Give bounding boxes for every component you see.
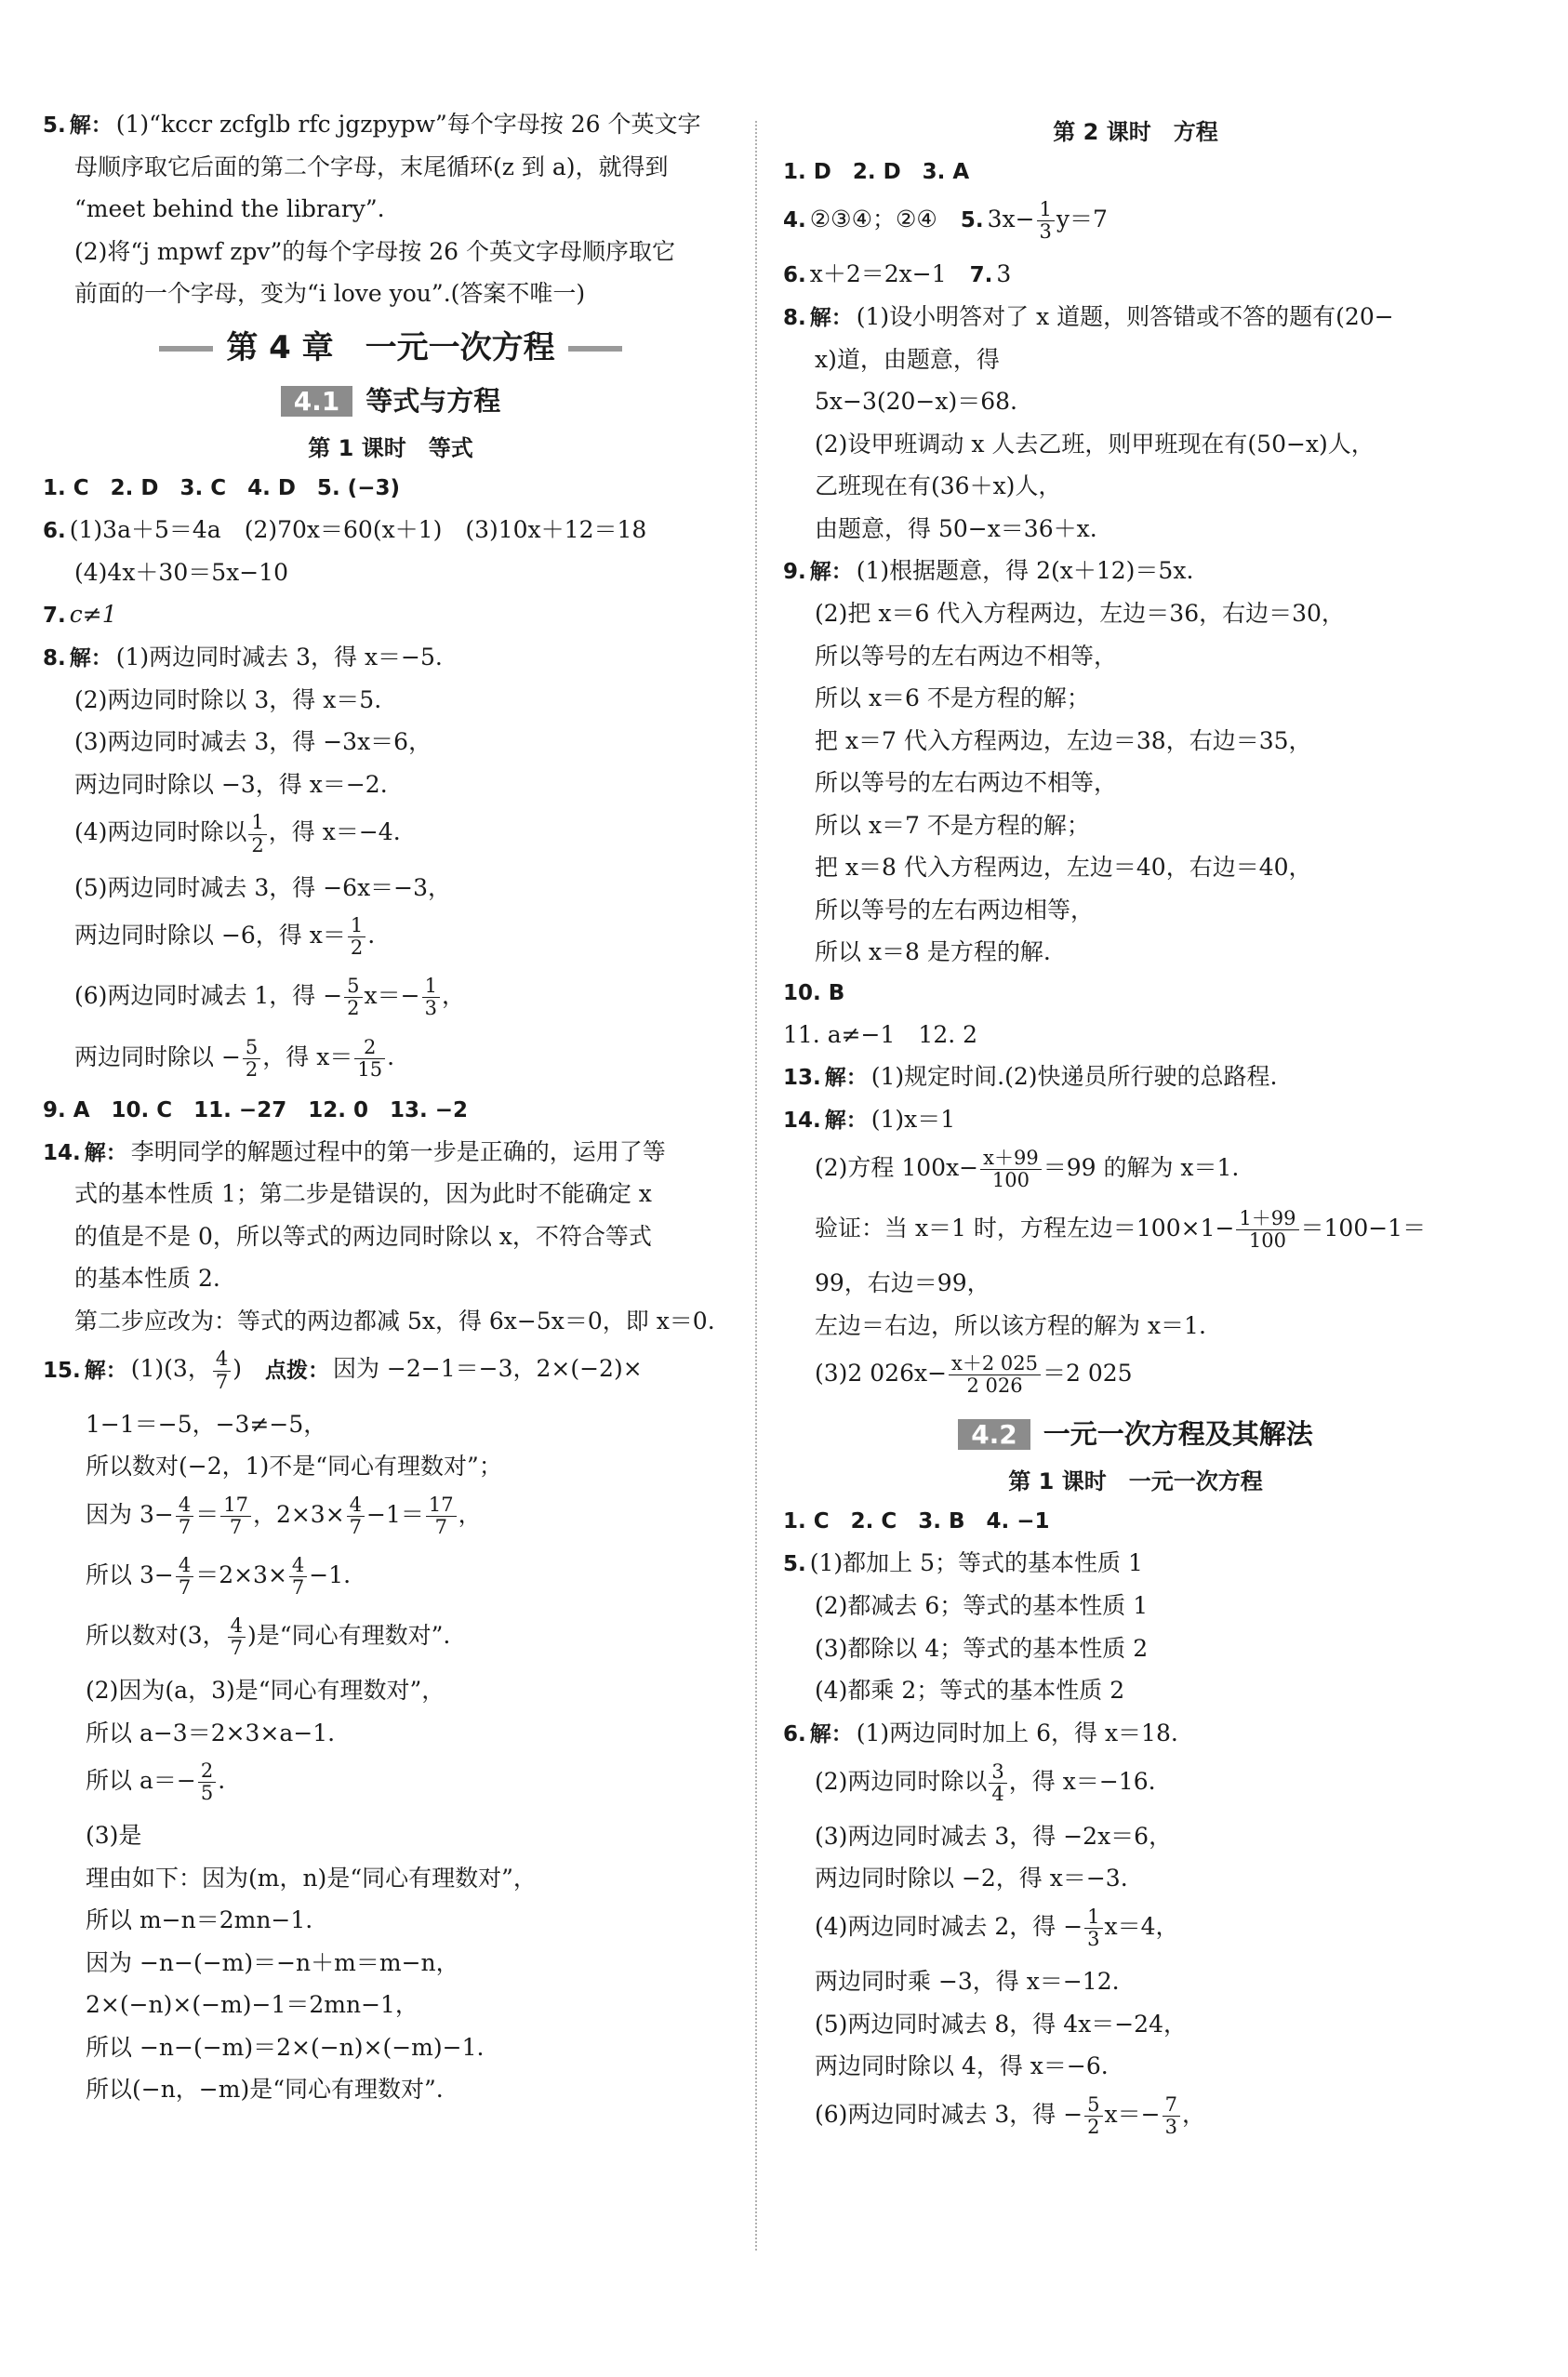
section-4-1-heading: 4.1 等式与方程	[43, 380, 738, 418]
question-5: 5. 解： (1)“kccr zcfglb rfc jgzpypw”每个字母按 26 个英文字 母顺序取它后面的第二个字母，末尾循环(z 到 a)，就得到 “meet behind the library”. (2)将“j mpwf zpv”的每个字母按 26 个英文字母顺序取它 前面的一个字母，变为“i love you”.(答案不唯一)	[43, 111, 701, 308]
question-14: 14. 解： (1)x＝1 (2)方程 100x− $\frac{x+99}{100}$ ＝99 的解为 x＝1. 验证：当 x＝1 时，方程左边＝100×1− $\frac{1+99}{100}$ ＝100−1＝ 99，右边＝99， 左边＝右边，所以该方程的解为 x＝1. (3)2 026x− $\frac{x+2 025}{2 026}$ ＝2 025	[783, 1106, 1427, 1398]
answer-10: 10. B	[783, 980, 845, 1005]
question-5b: 5. (1)都加上 5；等式的基本性质 1 (2)都减去 6；等式的基本性质 1 (3)都除以 4；等式的基本性质 2 (4)都乘 2；等式的基本性质 2	[783, 1549, 1149, 1705]
answers-1-3: 1. D 2. D 3. A	[783, 160, 970, 184]
answers-9-13: 9. A 10. C 11. −27 12. 0 13. −2	[43, 1097, 468, 1122]
question-6: 6. (1)3a＋5＝4a (2)70x＝60(x＋1) (3)10x＋12＝18 (4)4x＋30＝5x−10	[43, 515, 647, 586]
question-7: 7. c≠1	[43, 601, 117, 629]
lesson-heading: 第 1 课时 一元一次方程	[1008, 1468, 1263, 1495]
question-4-5: 4. ②③④；②④ 5. 3x− $\frac{1}{3}$ y＝7	[783, 197, 1108, 243]
section-4-2-heading: 4.2 一元一次方程及其解法	[783, 1414, 1488, 1452]
question-6-7: 6. x＋2＝2x−1 7. 3	[783, 260, 1012, 288]
left-column	[43, 110, 738, 2118]
question-15: 15. 解： (1)(3， $\frac{4}{7}$ ) 点拨： 因为 −2−1＝−3，2×(−2)× 1−1＝−5，−3≠−5， 所以数对(−2，1)不是“同心有理数对”； 因为 3− $\frac{4}{7}$ ＝ $\frac{17}{7}$ ，2×3× $\frac{4}{7}$ −1＝ $\frac{17}{7}$ ， 所以 3− $\frac{4}{7}$ ＝2×3× $\frac{4}{7}$ −1. 所以数对(3， $\frac{4}{7}$ )是“同心有理数对”. (2)因为(a，3)是“同心有理数对”， 所以 a−3＝2×3×a−1. 所以 a＝− $\frac{2}{5}$ . (3)是 理由如下：因为(m，n)是“同心有理数对”， 所以 m−n＝2mn−1. 因为 −n−(−m)＝−n＋m＝m−n， 2×(−n)×(−m)−1＝2mn−1， 所以 −n−(−m)＝2×(−n)×(−m)−1. 所以(−n，−m)是“同心有理数对”.	[43, 1348, 643, 2104]
lesson-heading: 第 2 课时 方程	[1053, 119, 1218, 145]
question-8: 8. 解： (1)设小明答对了 x 道题，则答错或不答的题有(20− x)道，由题意，得 5x−3(20−x)＝68. (2)设甲班调动 x 人去乙班，则甲班现在有(50−x)人， 乙班现在有(36＋x)人， 由题意，得 50−x＝36＋x.	[783, 302, 1394, 542]
chapter-heading: 第 4 章 一元一次方程	[43, 322, 738, 367]
question-13: 13. 解： (1)规定时间.(2)快递员所行驶的总路程.	[783, 1063, 1278, 1091]
column-divider	[755, 121, 757, 2251]
question-14: 14. 解： 李明同学的解题过程中的第一步是正确的，运用了等 式的基本性质 1；第二步是错误的，因为此时不能确定 x 的值是不是 0，所以等式的两边同时除以 x，不符合等式 的基本性质 2. 第二步应改为：等式的两边都减 5x，得 6x−5x＝0，即 x＝0.	[43, 1137, 715, 1335]
question-9: 9. 解： (1)根据题意，得 2(x＋12)＝5x. (2)把 x＝6 代入方程两边，左边＝36，右边＝30， 所以等号的左右两边不相等， 所以 x＝6 不是方程的解； 把 x＝7 代入方程两边，左边＝38，右边＝35， 所以等号的左右两边不相等， 所以 x＝7 不是方程的解； 把 x＝8 代入方程两边，左边＝40，右边＝40， 所以等号的左右两边相等， 所以 x＝8 是方程的解.	[783, 557, 1345, 966]
question-11-12: 11. a≠−1 12. 2	[783, 1020, 978, 1048]
lesson-heading: 第 1 课时 等式	[308, 434, 473, 461]
answers-1-5: 1. C 2. D 3. C 4. D 5. (−3)	[43, 475, 400, 500]
question-6b: 6. 解： (1)两边同时加上 6，得 x＝18. (2)两边同时除以 $\frac{3}{4}$ ，得 x＝−16. (3)两边同时减去 3，得 −2x＝6， 两边同时除以 −2，得 x＝−3. (4)两边同时减去 2，得 − $\frac{1}{3}$ x＝4， 两边同时乘 −3，得 x＝−12. (5)两边同时减去 8，得 4x＝−24， 两边同时除以 4，得 x＝−6. (6)两边同时减去 3，得 − $\frac{5}{2}$ x＝− $\frac{7}{3}$ ，	[783, 1719, 1205, 2138]
right-column	[783, 110, 1488, 2155]
answers-1-4: 1. C 2. C 3. B 4. −1	[783, 1509, 1050, 1534]
question-8: 8. 解： (1)两边同时减去 3，得 x＝−5. (2)两边同时除以 3，得 x＝5. (3)两边同时减去 3，得 −3x＝6， 两边同时除以 −3，得 x＝−2. (4)两边同时除以 $\frac{1}{2}$ ，得 x＝−4. (5)两边同时减去 3，得 −6x＝−3， 两边同时除以 −6，得 x＝ $\frac{1}{2}$ . (6)两边同时减去 1，得 − $\frac{5}{2}$ x＝− $\frac{1}{3}$ ， 两边同时除以 − $\frac{5}{2}$ ，得 x＝ $\frac{2}{15}$ .	[43, 644, 465, 1081]
